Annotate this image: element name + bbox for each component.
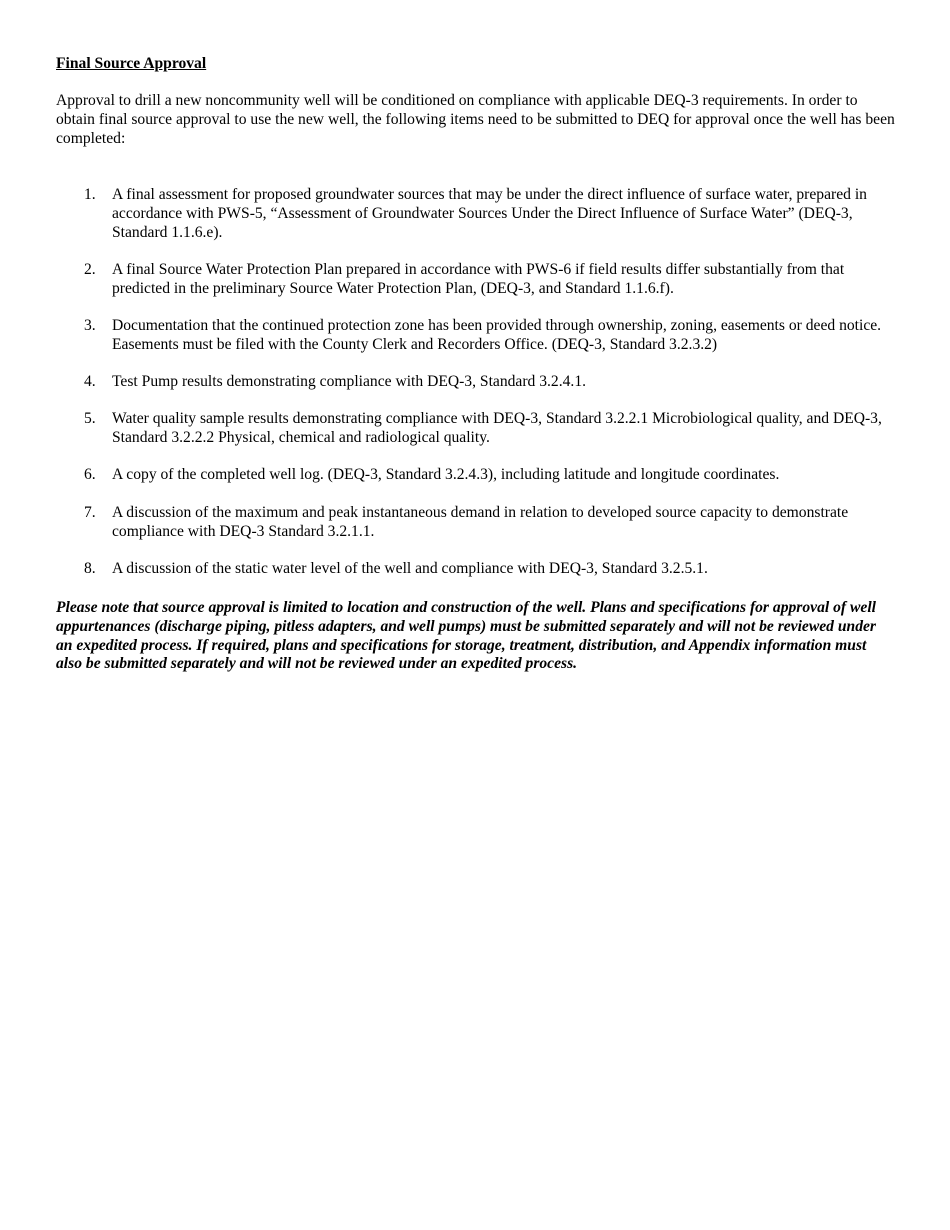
list-item-text: Documentation that the continued protection zone has been provided through ownership, zoning, easements or deed notice. Easements must be filed with the County Clerk and Recorders Office. (DEQ-3, Standard 3.2.3.2) <box>112 316 882 353</box>
list-item <box>56 466 896 485</box>
list-item-number: 1. <box>84 186 96 203</box>
list-item <box>56 560 896 579</box>
requirements-list <box>56 186 896 597</box>
list-item-text: Water quality sample results demonstrating compliance with DEQ-3, Standard 3.2.2.1 Microbiological quality, and DEQ-3, Standard 3.2.2.2 Physical, chemical and radiological quality. <box>112 410 882 447</box>
list-item <box>56 410 896 448</box>
list-item-text: A copy of the completed well log. (DEQ-3, Standard 3.2.4.3), including latitude and longitude coordinates. <box>112 466 780 484</box>
list-item-text: A discussion of the static water level of the well and compliance with DEQ-3, Standard 3.2.5.1. <box>112 559 708 577</box>
list-item-number: 2. <box>84 260 96 278</box>
list-item-text: A final Source Water Protection Plan prepared in accordance with PWS-6 if field results differ substantially from that predicted in the preliminary Source Water Protection Plan, (DEQ-3, and Standard 1.1.6.f). <box>112 260 845 297</box>
list-item <box>56 261 896 299</box>
list-item <box>56 373 896 392</box>
list-item-text: A discussion of the maximum and peak instantaneous demand in relation to developed source capacity to demonstrate compliance with DEQ-3 Standard 3.2.1.1. <box>112 503 849 540</box>
list-item-number: 8. <box>84 559 96 577</box>
list-item-number: 7. <box>84 503 96 521</box>
list-item-number: 3. <box>84 316 96 334</box>
list-item-number: 4. <box>84 373 96 391</box>
document-page <box>56 55 896 673</box>
list-item <box>56 317 896 355</box>
expedited-process-note: Please note that source approval is limited to location and construction of the well. Plans and specifications for approval of well appurtenances (discharge piping, pitless adapters, and well pumps) must be submitted separately and will not be reviewed under an expedited process. If required, plans and specifications for storage, treatment, distribution, and Appendix information must also be submitted separately and will not be reviewed under an expedited process. <box>56 599 877 673</box>
list-item-number: 6. <box>84 466 96 484</box>
list-item <box>56 186 896 242</box>
list-item-text: A final assessment for proposed groundwater sources that may be under the direct influence of surface water, prepared in accordance with PWS-5, “Assessment of Groundwater Sources Under the Direct Influence of Surface Water” (DEQ-3, Standard 1.1.6.e). <box>112 186 867 241</box>
list-item-number: 5. <box>84 410 96 428</box>
intro-paragraph: Approval to drill a new noncommunity well will be conditioned on compliance with applicable DEQ-3 requirements. In order to obtain final source approval to use the new well, the following items need to be submitted to DEQ for approval once the well has been completed: <box>56 92 895 147</box>
list-item <box>56 504 896 542</box>
section-heading: Final Source Approval <box>56 55 207 72</box>
list-item-text: Test Pump results demonstrating compliance with DEQ-3, Standard 3.2.4.1. <box>112 373 587 391</box>
